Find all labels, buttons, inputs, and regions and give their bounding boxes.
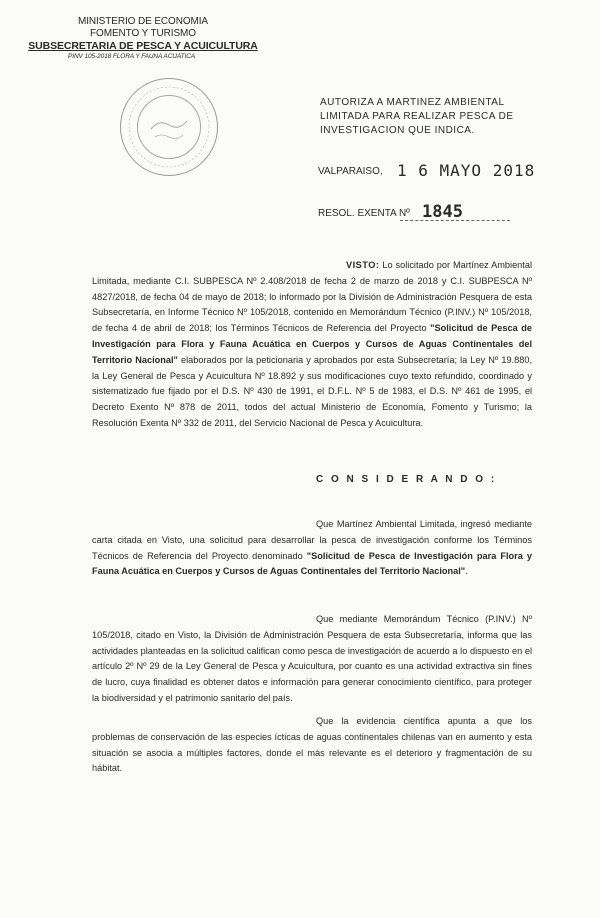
p3-text: Que la evidencia científica apunta a que los problemas de conservación de las especies ícticas de aguas continentales chilenas van en aumento y esta situación se asocia a múltiples factores, donde el más relevante es el deterioro y fragmentación de su hábitat. (92, 716, 532, 774)
place-label: VALPARAISO, (318, 166, 383, 177)
visto-label: VISTO: (346, 260, 380, 270)
p1-text-2: . (465, 566, 468, 577)
considerando-paragraph-1 (92, 517, 532, 580)
undersecretariat-name: SUBSECRETARIA DE PESCA Y ACUICULTURA (28, 40, 258, 52)
visto-text-2: elaborados por la peticionaria y aprobados por esta Subsecretaría; la Ley Nº 19.880, la Ley General de Pesca y Acuicultura Nº 18.892 y sus modificaciones cuyo texto refundido, coordinado y sistematizado fue fijado por el D.S. Nº 430 de 1991, el D.F.L. Nº 5 de 1983, el D.S. Nº 461 de 1995, el Decreto Exento Nº 878 de 2011, todos del actual Ministerio de Economía, Fomento y Turismo; la Resolución Exenta Nº 332 de 2011, del Servicio Nacional de Pesca y Acuicultura. (92, 354, 532, 428)
official-seal-stamp (120, 78, 218, 176)
considerando-paragraph-2 (92, 612, 532, 707)
p1-text-1: Que Martínez Ambiental Limitada, ingresó mediante carta citada en Visto, una solicitud para desarrollar la pesca de investigación conforme los Términos Técnicos de Referencia del Proyecto denominado (92, 519, 532, 561)
ministry-subtitle: FOMENTO Y TURISMO (90, 28, 196, 39)
visto-paragraph (92, 258, 532, 432)
resolution-label: RESOL. EXENTA Nº (318, 208, 410, 219)
considerando-paragraph-3 (92, 714, 532, 777)
resolution-number: 1845 (422, 202, 463, 222)
file-reference: PINV 105-2018 FLORA Y FAUNA ACUATICA (68, 53, 196, 60)
project-title: "Solicitud de Pesca de Investigación para Flora y Fauna Acuática en Cuerpos y Cursos de Aguas Continentales del Territorio Nacional" (92, 323, 532, 365)
p2-text: Que mediante Memorándum Técnico (P.INV.) Nº 105/2018, citado en Visto, la División de Administración Pesquera de esta Subsecretaría, informa que las actividades planteadas en la solicitud califican como pesca de investigación de acuerdo a lo dispuesto en el artículo 2º Nº 29 de la Ley General de Pesca y Acuicultura, por cuanto es una actividad extractiva sin fines de lucro, cuya finalidad es obtener datos e información para generar conocimiento científico, para proteger la biodiversidad y el patrimonio sanitario del país. (92, 614, 532, 703)
p1-project-title: "Solicitud de Pesca de Investigación para Flora y Fauna Acuática en Cuerpos y Cursos de Aguas Continentales del Territorio Nacional" (92, 550, 532, 577)
seal-inner-ring (137, 95, 201, 159)
ministry-name: MINISTERIO DE ECONOMIA (77, 16, 209, 27)
letterhead (28, 16, 258, 62)
resolution-date: 1 6 MAYO 2018 (397, 161, 536, 180)
visto-text-1: Lo solicitado por Martínez Ambiental Limitada, mediante C.I. SUBPESCA Nº 2.408/2018 de fecha 2 de marzo de 2018 y C.I. SUBPESCA Nº 4827/2018, de fecha 04 de mayo de 2018; lo informado por la División de Administración Pesquera de esta Subsecretaría, en Informe Técnico Nº 105/2018, contenido en Memorándum Técnico (P.INV.) Nº 105/2018, de fecha 4 de abril de 2018; los Términos Técnicos de Referencia del Proyecto (92, 260, 532, 334)
considerando-heading: C O N S I D E R A N D O : (316, 474, 497, 485)
resolution-subject: AUTORIZA A MARTINEZ AMBIENTAL LIMITADA PARA REALIZAR PESCA DE INVESTIGACION QUE INDICA. (320, 97, 514, 136)
